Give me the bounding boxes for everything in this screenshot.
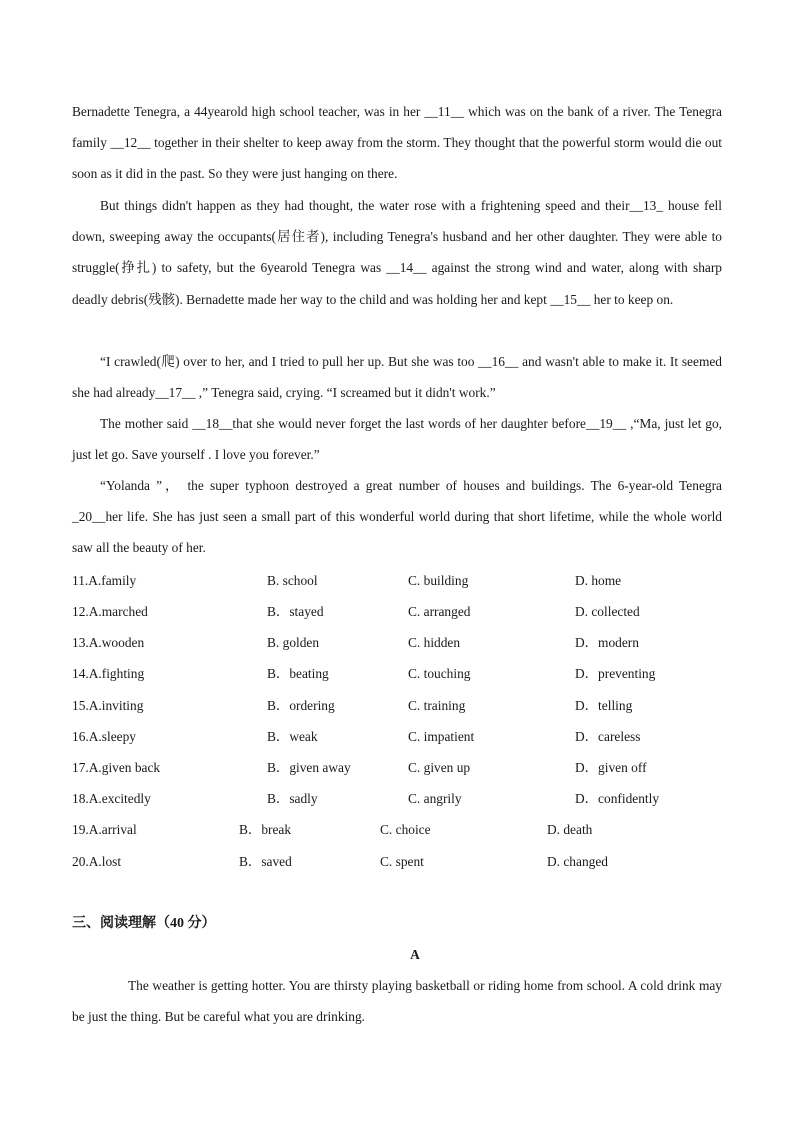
option-b: B．break	[239, 822, 292, 837]
option-row-17	[72, 752, 722, 783]
option-row-14	[72, 658, 722, 689]
option-row-16	[72, 721, 722, 752]
option-b: B．sadly	[267, 791, 318, 806]
option-q: 11.A.family	[72, 573, 137, 588]
option-b: B. golden	[267, 635, 320, 650]
option-b: B．stayed	[267, 604, 324, 619]
option-d: D．preventing	[575, 666, 656, 681]
option-row-11	[72, 565, 722, 596]
option-q: 15.A.inviting	[72, 698, 144, 713]
passage-paragraph-1: Bernadette Tenegra, a 44yearold high school teacher, was in her __11__ which was on the bank of a river. The Tenegra family __12__ together in their shelter to keep away from the storm. They thought that the powerful storm would die out soon as it did in the past. So they were just hanging on there.	[72, 104, 722, 182]
option-b: B. school	[267, 573, 318, 588]
option-c: C. choice	[380, 822, 431, 837]
passage-paragraph-5: “Yolanda ”， the super typhoon destroyed a great number of houses and buildings. The 6-year-old Tenegra _20__her life. She has just seen a small part of this wonderful world during that short lifetime, while the whole world saw all the beauty of her.	[72, 478, 722, 556]
option-b: B．beating	[267, 666, 329, 681]
passage-paragraph-4: The mother said __18__that she would never forget the last words of her daughter before__19__ ,“Ma, just let go, just let go. Save yourself . I love you forever.”	[72, 416, 722, 463]
passage-paragraph-2: But things didn't happen as they had thought, the water rose with a frightening speed and their__13_ house fell down, sweeping away the occupants(居住者), including Tenegra's husband and her other daughter. They were able to struggle(挣扎) to safety, but the 6yearold Tenegra was __14__ against the strong wind and water, along with sharp deadly debris(残骸). Bernadette made her way to the child and was holding her and kept __15__ her to keep on.	[72, 198, 722, 307]
option-b: B．ordering	[267, 698, 335, 713]
option-c: C. building	[408, 573, 469, 588]
passage-paragraph-3: “I crawled(爬) over to her, and I tried to pull her up. But she was too __16__ and wasn't able to make it. It seemed she had already__17__ ,” Tenegra said, crying. “I screamed but it didn't work.”	[72, 354, 722, 401]
option-c: C. touching	[408, 666, 471, 681]
reading-paragraph-1: The weather is getting hotter. You are thirsty playing basketball or riding home from school. A cold drink may be just the thing. But be careful what you are drinking.	[72, 978, 722, 1025]
option-d: D．careless	[575, 729, 641, 744]
option-d: D. collected	[575, 604, 640, 619]
option-b: B．saved	[239, 854, 292, 869]
option-q: 17.A.given back	[72, 760, 161, 775]
option-c: C. angrily	[408, 791, 462, 806]
option-row-20	[72, 846, 722, 877]
option-q: 18.A.excitedly	[72, 791, 151, 806]
option-d: D. death	[547, 822, 593, 837]
option-c: C. hidden	[408, 635, 461, 650]
part-label: A	[410, 947, 420, 962]
option-row-18	[72, 783, 722, 814]
section-title: 三、阅读理解（40 分）	[72, 916, 216, 931]
option-d: D．confidently	[575, 791, 660, 806]
option-b: B．weak	[267, 729, 318, 744]
option-q: 13.A.wooden	[72, 635, 145, 650]
option-d: D. changed	[547, 854, 608, 869]
option-c: C. training	[408, 698, 466, 713]
option-c: C. impatient	[408, 729, 475, 744]
option-c: C. given up	[408, 760, 471, 775]
option-q: 19.A.arrival	[72, 822, 137, 837]
option-q: 12.A.marched	[72, 604, 148, 619]
option-d: D. home	[575, 573, 622, 588]
option-row-15	[72, 690, 722, 721]
option-q: 16.A.sleepy	[72, 729, 136, 744]
option-row-13	[72, 627, 722, 658]
option-d: D．modern	[575, 635, 639, 650]
option-row-12	[72, 596, 722, 627]
option-d: D．telling	[575, 698, 633, 713]
option-d: D．given off	[575, 760, 647, 775]
option-c: C. spent	[380, 854, 424, 869]
option-row-19	[72, 814, 722, 845]
option-q: 14.A.fighting	[72, 666, 145, 681]
option-c: C. arranged	[408, 604, 471, 619]
option-q: 20.A.lost	[72, 854, 122, 869]
option-b: B．given away	[267, 760, 351, 775]
